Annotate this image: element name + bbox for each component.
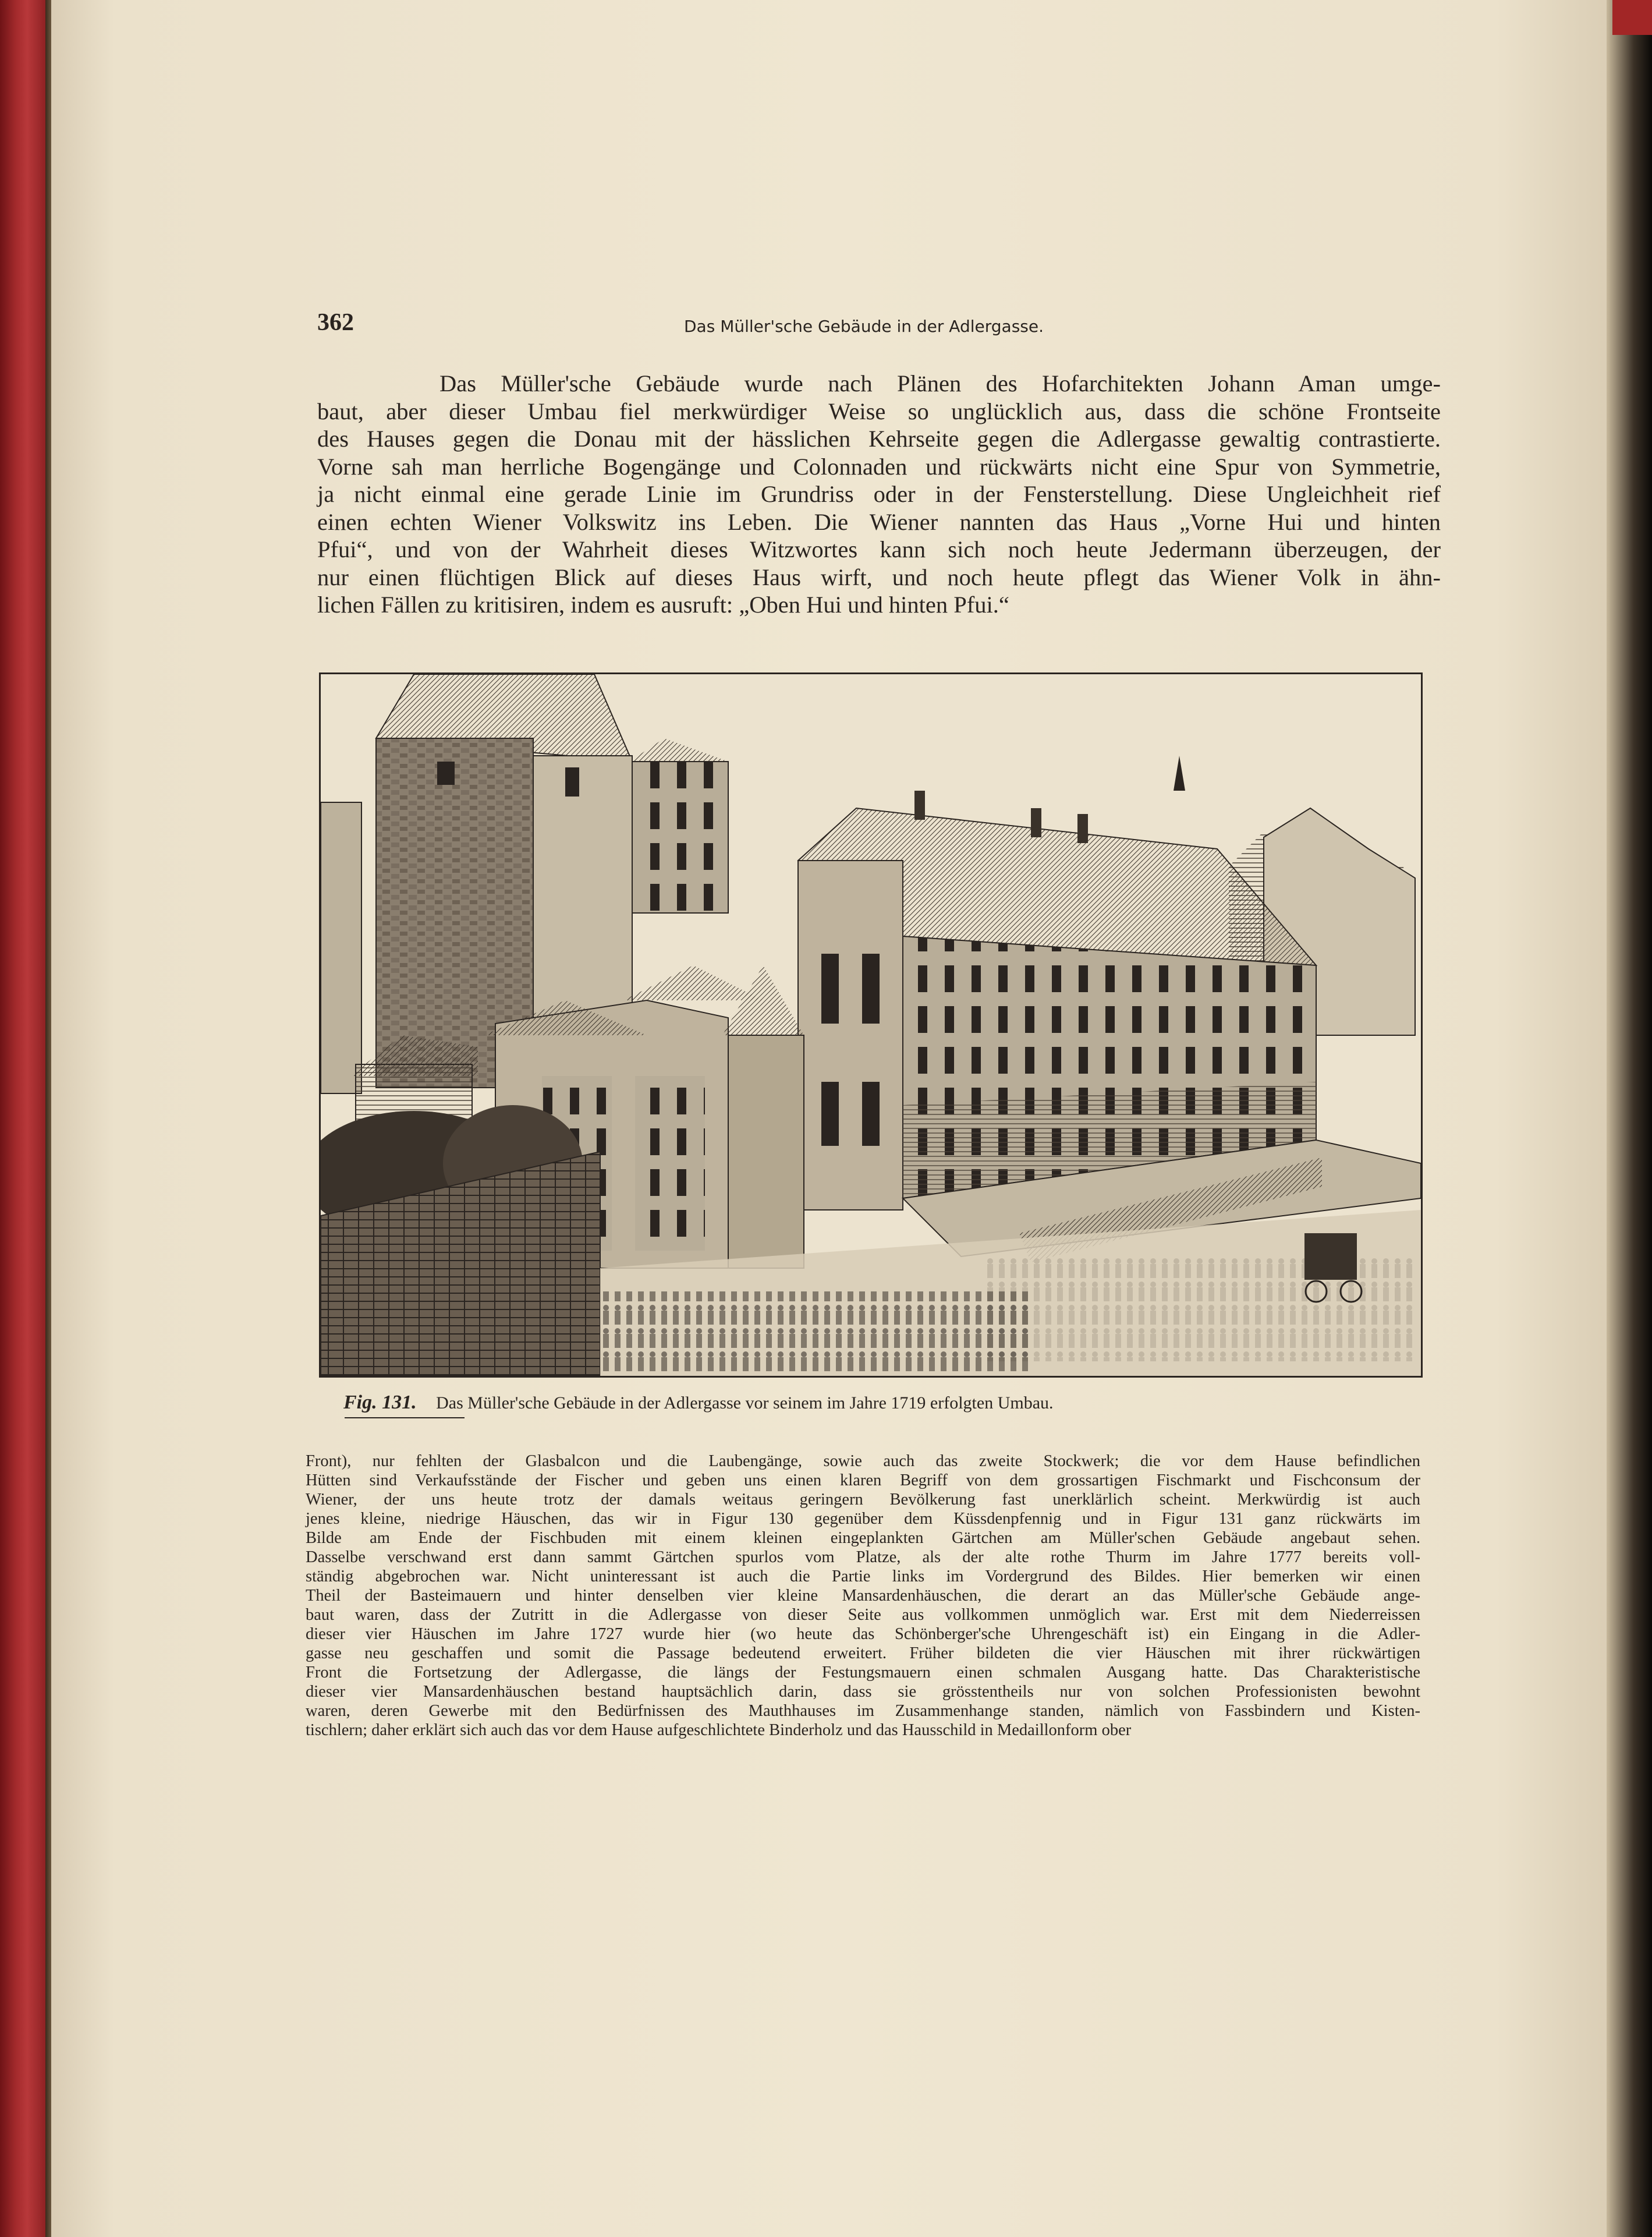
page-gutter-edge <box>1607 0 1652 2237</box>
page-number: 362 <box>317 309 354 336</box>
footnote-line: dieser vier Häuschen im Jahre 1727 wurde hier (wo heute das Schönberger'sche Uhrengeschäft ist) ein Eingang in die Adler- <box>306 1625 1420 1643</box>
footnote-line: Front die Fortsetzung der Adlergasse, die längs der Festungsmauern einen schmalen Ausgang hatte. Das Charakteristische <box>306 1663 1420 1682</box>
body-line: lichen Fällen zu kritisiren, indem es ausruft: „Oben Hui und hinten Pfui.“ <box>317 592 1009 618</box>
running-head: Das Müller'sche Gebäude in der Adlergasse. <box>684 317 1044 336</box>
body-line: baut, aber dieser Umbau fiel merkwürdiger Weise so unglücklich aus, dass die schöne Frontseite <box>317 398 1441 424</box>
figure-label: Fig. 131. <box>343 1392 417 1413</box>
body-line: ja nicht einmal eine gerade Linie im Grundriss oder in der Fensterstellung. Diese Ungleichheit rief <box>317 481 1441 507</box>
figure-caption <box>343 1392 1449 1414</box>
footnote-line: Hütten sind Verkaufsstände der Fischer und geben uns einen klaren Begriff von dem grossartigen Fischmarkt und Fischconsum der <box>306 1471 1420 1489</box>
body-line: Pfui“, und von der Wahrheit dieses Witzwortes kann sich noch heute Jedermann überzeugen, der <box>317 536 1441 562</box>
footnote-line: Dasselbe verschwand erst dann sammt Gärtchen spurlos vom Platze, als der alte rothe Thurm im Jahre 1777 bereits voll- <box>306 1548 1420 1566</box>
footnote-line: Bilde am Ende der Fischbuden mit einem kleinen eingeplankten Gärtchen am Müller'schen Gebäude angebaut sehen. <box>306 1529 1420 1547</box>
footnote-line: Theil der Basteimauern und hinter denselben vier kleine Mansardenhäuschen, die derart an das Müller'sche Gebäude ange- <box>306 1587 1420 1605</box>
footnote-line: baut waren, dass der Zutritt in die Adlergasse von dieser Seite aus vollkommen unmöglich war. Erst mit dem Niederreissen <box>306 1606 1420 1624</box>
footnote-line: ständig abgebrochen war. Nicht uninteressant ist auch die Partie links im Vordergrund des Bildes. Hier bemerken wir einen <box>306 1567 1420 1585</box>
footnote-line: jenes kleine, niedrige Häuschen, das wir in Figur 130 gegenüber dem Küssdenpfennig und in Figur 131 ganz rückwärts im <box>306 1510 1420 1528</box>
body-line: einen echten Wiener Volkswitz ins Leben. Die Wiener nannten das Haus „Vorne Hui und hinten <box>317 508 1441 535</box>
body-line: Das Müller'sche Gebäude wurde nach Plänen des Hofarchitekten Johann Aman umge- <box>439 370 1441 397</box>
footnote-line: Wiener, der uns heute trotz der damals weitaus geringern Bevölkerung fast unerklärlich scheint. Merkwürdig ist auch <box>306 1491 1420 1509</box>
book-binding-edge <box>45 0 51 2237</box>
footnote-rule <box>345 1417 465 1418</box>
footnote-line: Front), nur fehlten der Glasbalcon und die Laubengänge, sowie auch das zweite Stockwerk; die vor dem Hause befindlichen <box>306 1452 1420 1470</box>
body-line: des Hauses gegen die Donau mit der hässlichen Kehrseite gegen die Adlergasse gewaltig contrastierte. <box>317 426 1441 452</box>
footnote-line: dieser vier Mansardenhäuschen bestand hauptsächlich darin, dass sie grösstentheils nur von solchen Professionisten bewohnt <box>306 1683 1420 1701</box>
footnote-block <box>306 1452 1420 1740</box>
page-header <box>317 309 1447 344</box>
body-line: Vorne sah man herrliche Bogengänge und Colonnaden und rückwärts nicht eine Spur von Symmetrie, <box>317 453 1441 480</box>
body-line: nur einen flüchtigen Blick auf dieses Haus wirft, und noch heute pflegt das Wiener Volk in ähn- <box>317 564 1441 590</box>
cover-corner <box>1612 0 1652 35</box>
book-cover-edge <box>0 0 45 2237</box>
body-paragraph <box>317 370 1441 619</box>
footnote-line: gasse neu geschaffen und somit die Passage bedeutend erweitert. Früher bildeten die vier Häuschen mit ihrer rückwärtigen <box>306 1644 1420 1662</box>
engraving-illustration <box>319 672 1423 1378</box>
footnote-line: waren, deren Gewerbe mit den Bedürfnissen des Mauthhauses im Zusammenhange standen, nämlich von Fassbindern und Kisten- <box>306 1702 1420 1720</box>
footnote-line: tischlern; daher erklärt sich auch das vor dem Hause aufgeschlichtete Binderholz und das Hausschild in Medaillonform ober <box>306 1721 1132 1739</box>
figure-caption-text: Das Müller'sche Gebäude in der Adlergasse vor seinem im Jahre 1719 erfolgten Umbau. <box>436 1393 1054 1413</box>
